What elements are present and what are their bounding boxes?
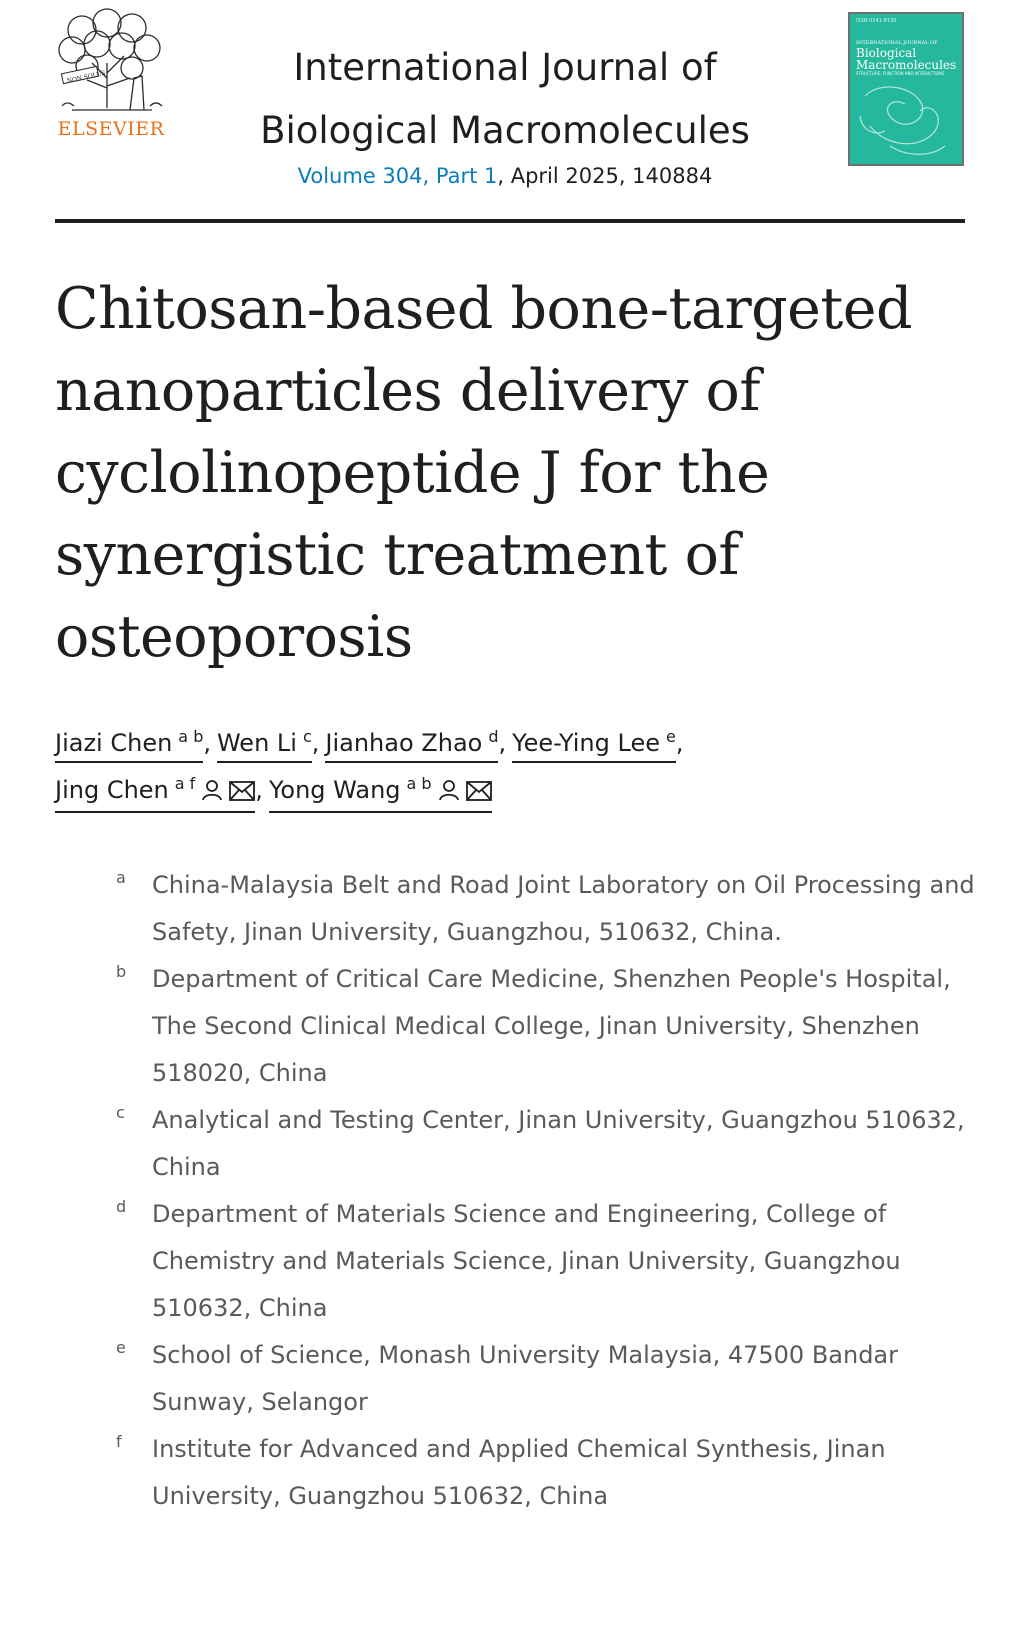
journal-title-line2: Biological Macromolecules	[260, 109, 750, 152]
citation-details: , April 2025, 140884	[497, 164, 713, 188]
affiliation-text: Analytical and Testing Center, Jinan University, Guangzhou 510632, China	[152, 1106, 965, 1181]
author-link[interactable]	[55, 767, 255, 813]
elsevier-tree-icon	[52, 8, 170, 118]
affiliation-label: e	[116, 1338, 126, 1357]
svg-text:NON SOLUS: NON SOLUS	[66, 69, 107, 85]
author-name: Wen Li	[216, 729, 297, 757]
cover-molecule-icon	[850, 76, 964, 166]
author-separator: ,	[675, 729, 684, 757]
affiliation-text: Department of Materials Science and Engineering, College of Chemistry and Materials Science, Jinan University, Guangzhou 510632, China	[152, 1200, 901, 1322]
affiliation-item	[112, 1097, 992, 1191]
author-affiliation-marks: e	[665, 727, 676, 746]
affiliation-item	[112, 1332, 992, 1426]
affiliation-list	[112, 862, 992, 1520]
affiliation-label: a	[116, 868, 126, 887]
affiliation-label: b	[116, 962, 127, 981]
author-link[interactable]	[512, 720, 676, 763]
cover-subtitle: STRUCTURE, FUNCTION AND INTERACTIONS	[856, 71, 945, 76]
corresponding-author-icon	[438, 776, 460, 810]
affiliation-item	[112, 956, 992, 1097]
affiliation-label: d	[116, 1197, 127, 1216]
author-separator: ,	[255, 776, 263, 804]
author-affiliation-marks: d	[488, 727, 499, 746]
author-name: Yong Wang	[268, 776, 401, 804]
author-link[interactable]	[55, 720, 203, 763]
author-link[interactable]	[269, 767, 492, 813]
author-name: Yee-Ying Lee	[512, 729, 660, 757]
publisher-logo[interactable]	[52, 8, 170, 143]
affiliation-label: f	[116, 1432, 122, 1451]
citation	[180, 164, 830, 188]
affiliation-text: China-Malaysia Belt and Road Joint Laboratory on Oil Processing and Safety, Jinan University, Guangzhou, 510632, China.	[152, 871, 975, 946]
affiliation-item	[112, 1426, 992, 1520]
affiliation-text: School of Science, Monash University Malaysia, 47500 Bandar Sunway, Selangor	[152, 1341, 899, 1416]
email-icon	[229, 776, 255, 810]
author-name: Jianhao Zhao	[325, 729, 483, 757]
author-affiliation-marks: a f	[174, 774, 196, 793]
affiliation-text: Institute for Advanced and Applied Chemical Synthesis, Jinan University, Guangzhou 510632, China	[152, 1435, 886, 1510]
publisher-name: ELSEVIER	[57, 118, 165, 140]
affiliation-item	[112, 1191, 992, 1332]
author-name: Jiazi Chen	[55, 729, 173, 757]
journal-cover[interactable]	[848, 12, 964, 166]
volume-link[interactable]: Volume 304, Part 1	[297, 164, 498, 188]
author-separator: ,	[203, 729, 211, 757]
article-header	[0, 0, 1015, 230]
affiliation-label: c	[116, 1103, 125, 1122]
article-title: Chitosan-based bone-targeted nanoparticles delivery of cyclolinopeptide J for the synergistic treatment of osteoporosis	[55, 276, 913, 670]
author-affiliation-marks: a b	[406, 774, 432, 793]
affiliation-text: Department of Critical Care Medicine, Shenzhen People's Hospital, The Second Clinical Medical College, Jinan University, Shenzhen 518020, China	[152, 965, 951, 1087]
journal-title-line1: International Journal of	[293, 46, 717, 89]
journal-title[interactable]	[180, 36, 830, 162]
affiliation-item	[112, 862, 992, 956]
header-divider	[55, 219, 965, 223]
author-list	[55, 720, 965, 814]
author-name: Jing Chen	[55, 776, 169, 804]
author-link[interactable]	[217, 720, 312, 763]
author-link[interactable]	[325, 720, 498, 763]
journal-block	[180, 36, 830, 188]
author-separator: ,	[311, 729, 320, 757]
cover-journal-name: INTERNATIONAL JOURNAL OF Biological Macromolecules	[856, 40, 957, 72]
email-icon	[466, 776, 492, 810]
cover-issn: ISSN 0141-8130	[856, 18, 897, 24]
author-separator: ,	[498, 729, 507, 757]
author-affiliation-marks: c	[302, 727, 312, 746]
corresponding-author-icon	[201, 776, 223, 810]
author-affiliation-marks: a b	[178, 727, 204, 746]
